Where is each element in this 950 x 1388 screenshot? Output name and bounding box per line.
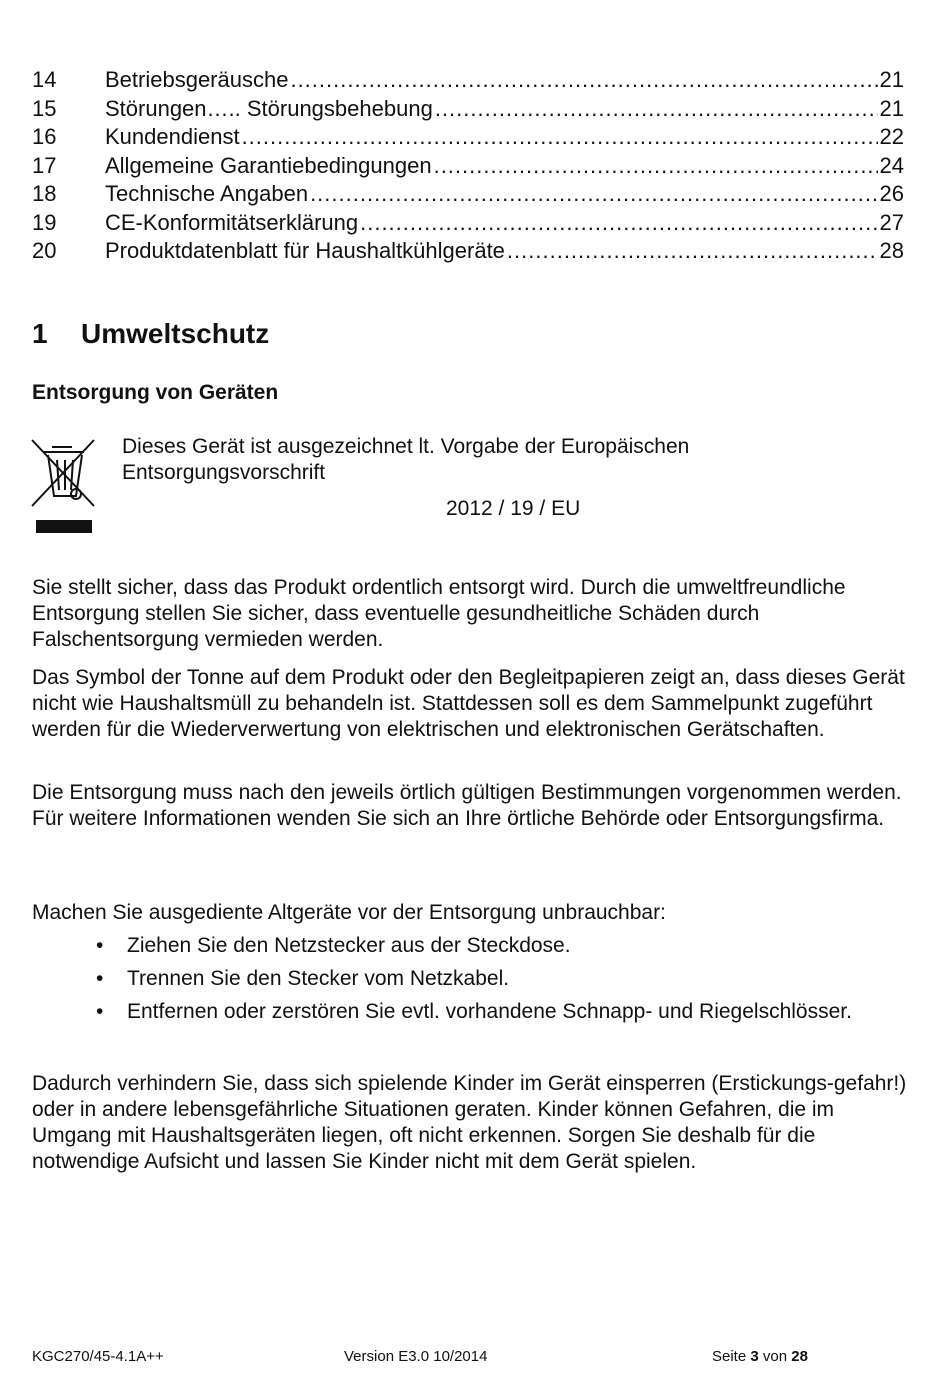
footer-page-current: 3 [750,1348,759,1365]
table-of-contents [32,66,904,266]
toc-entry-number: 14 [32,67,57,92]
toc-dot-leader [310,180,877,209]
toc-entry-number: 15 [32,95,57,121]
weee-notice-line: Entsorgungsvorschrift [122,461,326,484]
toc-entry-number: 16 [32,124,57,149]
toc-entry[interactable] [32,152,904,181]
list-item [96,930,856,961]
toc-entry-title: Betriebsgeräusche [105,67,289,92]
list-item [96,963,856,994]
toc-entry-number: 18 [32,181,57,206]
toc-entry-page: 28 [879,238,904,263]
toc-entry-title: Produktdatenblatt für Haushaltkühlgeräte [105,238,505,263]
toc-entry-page: 21 [879,67,904,92]
toc-entry-page: 22 [879,124,904,149]
list-item-text: Ziehen Sie den Netzstecker aus der Steckdose. [127,934,571,957]
toc-entry-page: 27 [879,209,904,235]
footer-page-prefix: Seite [712,1348,751,1365]
list-item-text: Trennen Sie den Stecker vom Netzkabel. [127,967,510,990]
toc-entry-title: CE-Konformitätserklärung [105,209,359,235]
toc-entry-title: Störungen….. Störungsbehebung [105,95,433,121]
paragraph: Das Symbol der Tonne auf dem Produkt oder den Begleitpapieren zeigt an, dass dieses Gerät nicht wie Haushaltsmüll zu behandeln ist. Stattdessen soll es dem Sammelpunkt zugeführt werden für die Wiederverwertung von elektrischen und elektronischen Gerätschaften. [32,666,905,741]
toc-entry[interactable] [32,237,904,266]
section-number: 1 [32,318,48,349]
toc-entry-number: 20 [32,238,57,263]
toc-entry-title: Kundendienst [105,124,240,149]
bullet-list [96,930,856,1029]
toc-entry-number: 19 [32,209,57,235]
paragraph: Machen Sie ausgediente Altgeräte vor der Entsorgung unbrauchbar: [32,901,666,924]
toc-entry[interactable] [32,209,904,238]
bullet-icon: • [96,1000,104,1023]
toc-dot-leader [290,66,877,95]
section-heading [32,318,269,350]
toc-dot-leader [507,237,878,266]
footer-version: Version E3.0 10/2014 [344,1348,488,1365]
toc-entry-number: 17 [32,152,57,178]
toc-entry-page: 21 [879,95,904,121]
toc-entry-title: Allgemeine Garantiebedingungen [105,152,432,178]
bullet-icon: • [96,934,104,957]
directive-number: 2012 / 19 / EU [446,497,581,520]
toc-dot-leader [242,123,878,152]
toc-entry[interactable] [32,180,904,209]
paragraph: Die Entsorgung muss nach den jeweils örtlich gültigen Bestimmungen vorgenommen werden. Für weitere Informationen wenden Sie sich an Ihre örtliche Behörde oder Entsorgungsfirma. [32,781,902,830]
footer-model: KGC270/45-4.1A++ [32,1348,164,1365]
weee-notice [122,434,822,486]
crossed-out-wheelie-bin-icon [30,438,96,534]
toc-entry-page: 24 [879,152,904,178]
weee-notice-line: Dieses Gerät ist ausgezeichnet lt. Vorgabe der Europäischen [122,435,690,458]
list-item-text: Entfernen oder zerstören Sie evtl. vorhandene Schnapp- und Riegelschlösser. [127,1000,852,1023]
toc-entry[interactable] [32,95,904,124]
bullet-icon: • [96,967,104,990]
footer-page-of: von [758,1348,792,1365]
paragraph: Dadurch verhindern Sie, dass sich spielende Kinder im Gerät einsperren (Erstickungs-gefahr!) oder in andere lebensgefährliche Situationen geraten. Kinder können Gefahren, die im Umgang mit Haushaltsgeräten liegen, oft nicht erkennen. Sorgen Sie deshalb für die notwendige Aufsicht und lassen Sie Kinder nicht mit dem Gerät spielen. [32,1072,907,1173]
section-title: Umweltschutz [81,318,270,349]
toc-entry[interactable] [32,66,904,95]
subsection-heading: Entsorgung von Geräten [32,381,279,404]
toc-entry[interactable] [32,123,904,152]
list-item [96,996,856,1027]
footer-page-number [712,1348,808,1365]
paragraph: Sie stellt sicher, dass das Produkt ordentlich entsorgt wird. Durch die umweltfreundliche Entsorgung stellen Sie sicher, dass eventuelle gesundheitliche Schäden durch Falschentsorgung vermieden werden. [32,576,846,651]
footer-page-total: 28 [791,1348,808,1365]
toc-dot-leader [435,95,878,124]
toc-entry-page: 26 [879,181,904,206]
toc-dot-leader [434,152,878,181]
toc-dot-leader [360,209,877,238]
toc-entry-title: Technische Angaben [105,181,309,206]
